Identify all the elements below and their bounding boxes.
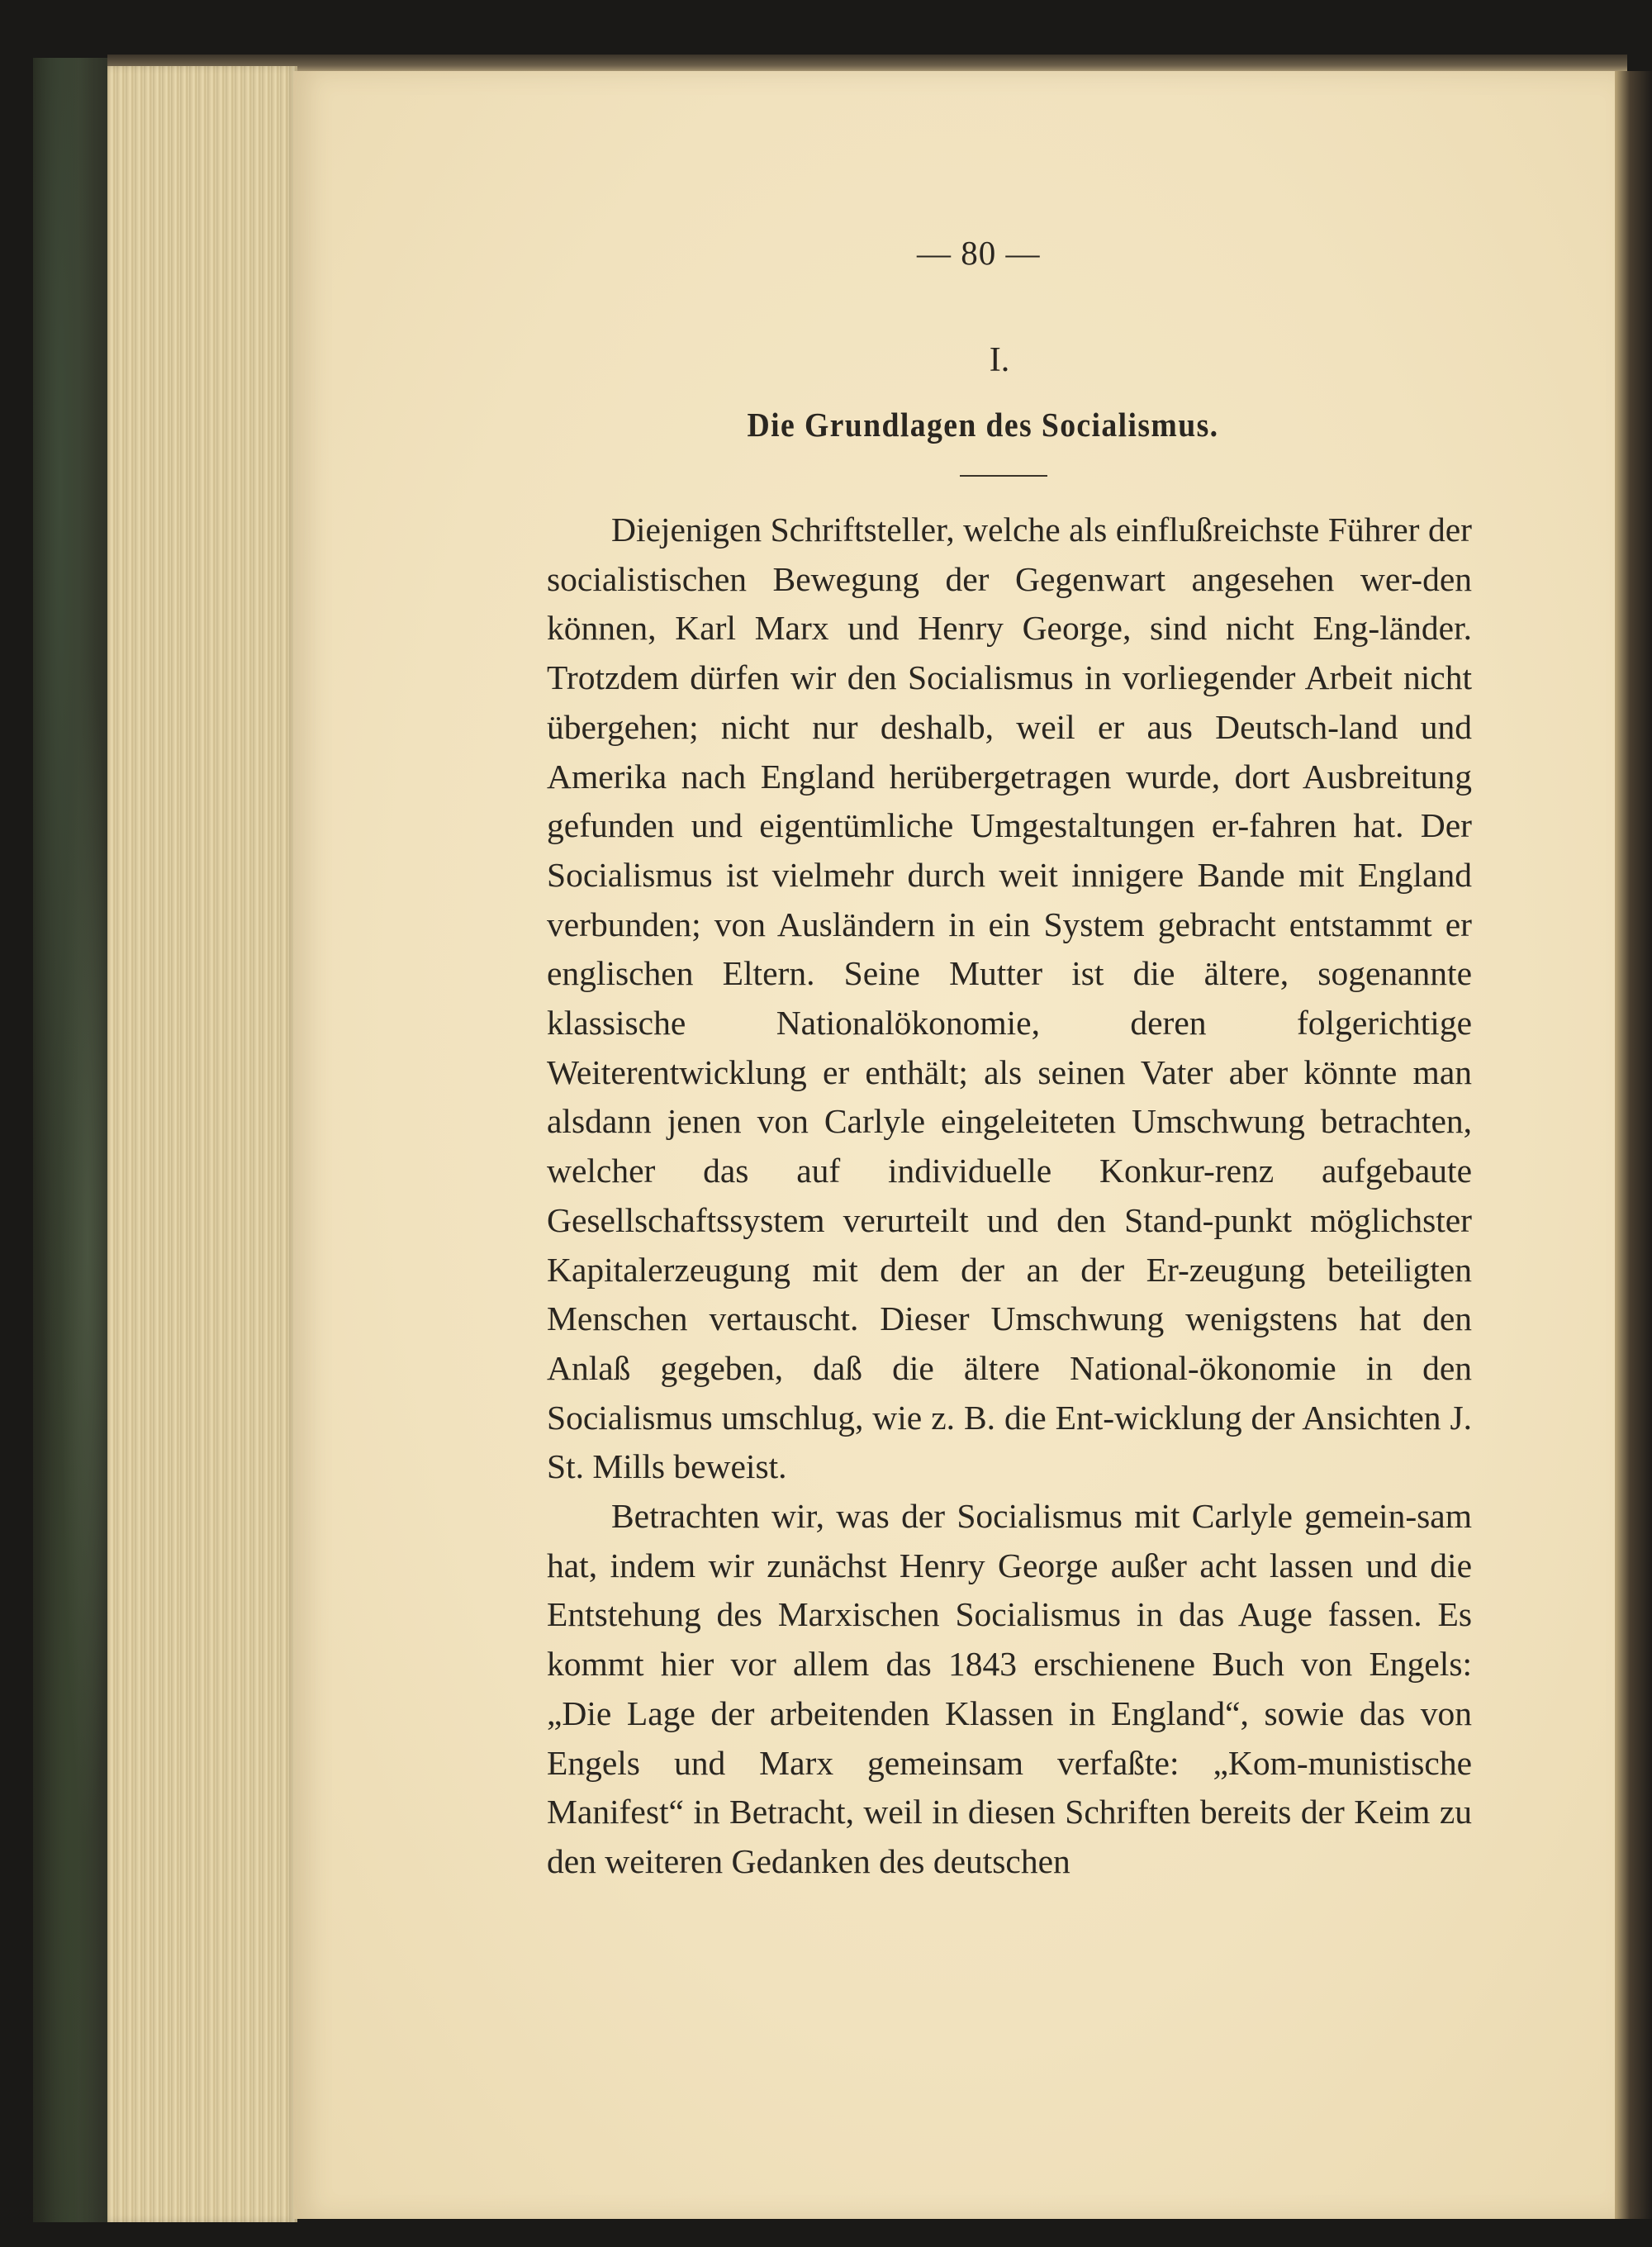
paragraph-2: Betrachten wir, was der Socialismus mit Carlyle gemein-sam hat, indem wir zunächst Henry George außer acht lassen und die Entstehung des Marxischen Socialismus in das Auge fassen. Es kommt hier vor allem das 1843 erschienene Buch von Engels: „Die Lage der arbeitenden Klassen in England“, sowie das von Engels und Marx gemeinsam verfaßte: „Kom-munistische Manifest“ in Betracht, weil in diesen Schriften bereits der Keim zu den weiteren Gedanken des deutschen xyxy=(547,1497,1472,1880)
book-top-edge xyxy=(107,55,1627,73)
section-number: I. xyxy=(989,341,1010,379)
page-stack-edges xyxy=(107,66,297,2222)
page-number: — 80 — xyxy=(917,234,1041,272)
paragraph-1: Diejenigen Schriftsteller, welche als einflußreichste Führer der socialistischen Bewegung der Gegenwart angesehen wer-den können, Karl Marx und Henry George, sind nicht Eng-länder. Trotzdem dürfen wir den Socialismus in vorliegender Arbeit nicht übergehen; nicht nur deshalb, weil er aus Deutsch-land und Amerika nach England herübergetragen wurde, dort Ausbreitung gefunden und eigentümliche Umgestaltungen er-fahren hat. Der Socialismus ist vielmehr durch weit innigere Bande mit England verbunden; von Ausländern in ein System gebracht entstammt er englischen Eltern. Seine Mutter ist die ältere, sogenannte klassische Nationalökonomie, deren folgerichtige Weiterentwicklung er enthält; als seinen Vater aber könnte man alsdann jenen von Carlyle eingeleiteten Umschwung betrachten, welcher das auf individuelle Konkur-renz aufgebaute Gesellschaftssystem verurteilt und den Stand-punkt möglichster Kapitalerzeugung mit dem der an der Er-zeugung beteiligten Menschen vertauscht. Dieser Umschwung wenigstens hat den Anlaß gegeben, daß die ältere National-ökonomie in den Socialismus umschlug, wie z. B. die Ent-wicklung der Ansichten J. St. Mills beweist. xyxy=(547,511,1472,1486)
title-rule xyxy=(960,475,1047,477)
chapter-title: Die Grundlagen des Socialismus. xyxy=(747,406,1219,444)
body-text xyxy=(547,506,1472,1887)
binding-edge xyxy=(1615,71,1652,2219)
